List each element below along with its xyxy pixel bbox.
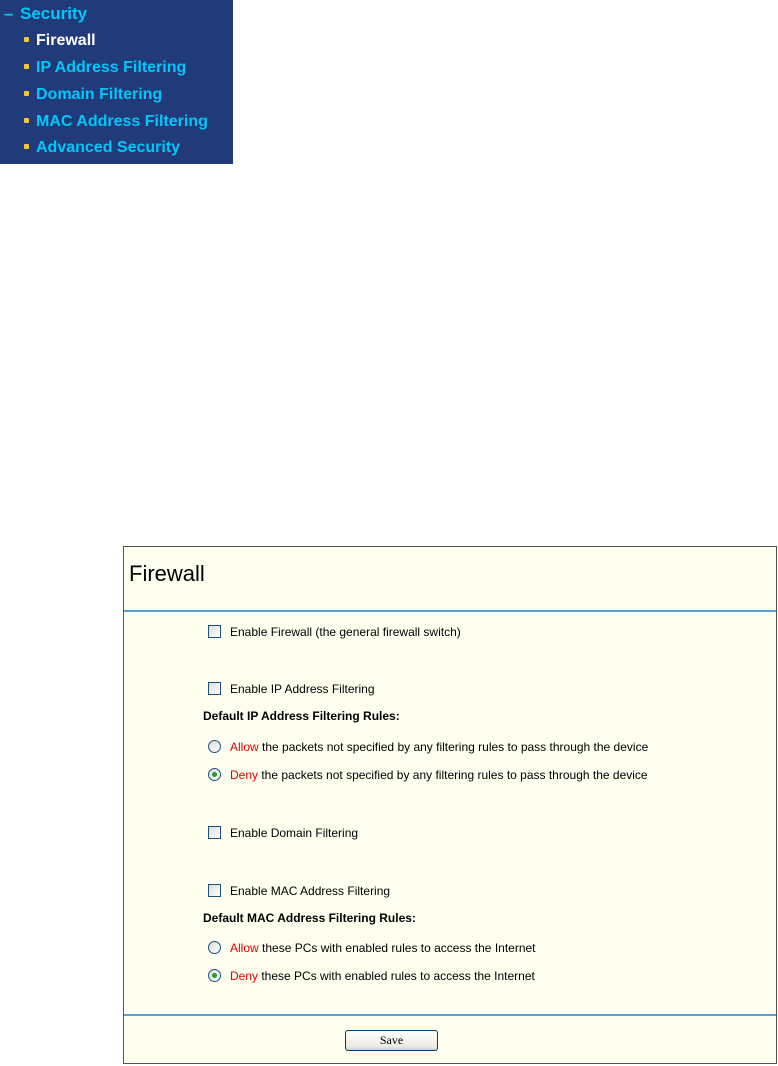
ip-rule-allow-radio[interactable] bbox=[208, 740, 221, 753]
enable-firewall-row bbox=[208, 624, 461, 640]
mac-rule-allow-radio[interactable] bbox=[208, 941, 221, 954]
menu-item-label: MAC Address Filtering bbox=[36, 113, 208, 130]
bullet-icon bbox=[24, 64, 29, 69]
enable-domain-filtering-label: Enable Domain Filtering bbox=[230, 826, 359, 840]
bullet-icon bbox=[24, 144, 29, 149]
menu-item-ip-address-filtering[interactable] bbox=[24, 58, 186, 78]
enable-ip-filtering-checkbox[interactable] bbox=[208, 682, 221, 695]
menu-item-domain-filtering[interactable] bbox=[24, 85, 162, 105]
page-title: Firewall bbox=[129, 561, 205, 586]
mac-rule-deny-radio[interactable] bbox=[208, 969, 221, 982]
mac-rule-deny-text: these PCs with enabled rules to access the Internet bbox=[258, 969, 535, 983]
mac-rule-allow-text: these PCs with enabled rules to access the Internet bbox=[258, 941, 536, 955]
security-menu bbox=[0, 0, 233, 164]
mac-rules-heading: Default MAC Address Filtering Rules: bbox=[203, 911, 416, 925]
enable-ip-filtering-label: Enable IP Address Filtering bbox=[230, 682, 375, 696]
enable-domain-filtering-row bbox=[208, 825, 358, 841]
enable-mac-filtering-checkbox[interactable] bbox=[208, 884, 221, 897]
enable-domain-filtering-checkbox[interactable] bbox=[208, 826, 221, 839]
bullet-icon bbox=[24, 91, 29, 96]
ip-rule-deny-radio[interactable] bbox=[208, 768, 221, 781]
ip-rule-deny-keyword: Deny bbox=[230, 768, 259, 782]
mac-rule-allow-keyword: Allow bbox=[230, 941, 259, 955]
mac-rule-deny-row bbox=[208, 968, 535, 984]
menu-item-label: Domain Filtering bbox=[36, 86, 163, 103]
ip-rule-allow-text: the packets not specified by any filtering rules to pass through the device bbox=[258, 740, 649, 754]
enable-firewall-checkbox[interactable] bbox=[208, 625, 221, 638]
menu-item-label: Advanced Security bbox=[36, 139, 181, 156]
ip-rules-heading: Default IP Address Filtering Rules: bbox=[203, 709, 400, 723]
enable-ip-filtering-row bbox=[208, 681, 375, 697]
bottom-divider bbox=[124, 1014, 776, 1016]
save-button[interactable]: Save bbox=[345, 1030, 438, 1051]
menu-item-firewall[interactable] bbox=[24, 31, 96, 51]
ip-rule-allow-row bbox=[208, 739, 648, 755]
enable-mac-filtering-label: Enable MAC Address Filtering bbox=[230, 884, 391, 898]
ip-rule-deny-row bbox=[208, 767, 648, 783]
menu-item-advanced-security[interactable] bbox=[24, 138, 180, 158]
menu-item-label: IP Address Filtering bbox=[36, 59, 187, 76]
mac-rule-allow-row bbox=[208, 940, 536, 956]
firewall-panel bbox=[123, 546, 777, 1064]
collapse-icon[interactable]: – bbox=[4, 4, 14, 23]
menu-item-label: Firewall bbox=[36, 32, 96, 49]
enable-mac-filtering-row bbox=[208, 883, 390, 899]
bullet-icon bbox=[24, 37, 29, 42]
bullet-icon bbox=[24, 118, 29, 123]
ip-rule-deny-text: the packets not specified by any filtering rules to pass through the device bbox=[258, 768, 648, 782]
enable-firewall-label: Enable Firewall (the general firewall switch) bbox=[230, 625, 461, 639]
top-divider bbox=[124, 610, 776, 612]
menu-section-security[interactable] bbox=[4, 4, 87, 24]
menu-item-mac-address-filtering[interactable] bbox=[24, 112, 208, 132]
menu-section-label: Security bbox=[20, 4, 88, 23]
ip-rule-allow-keyword: Allow bbox=[230, 740, 259, 754]
mac-rule-deny-keyword: Deny bbox=[230, 969, 259, 983]
